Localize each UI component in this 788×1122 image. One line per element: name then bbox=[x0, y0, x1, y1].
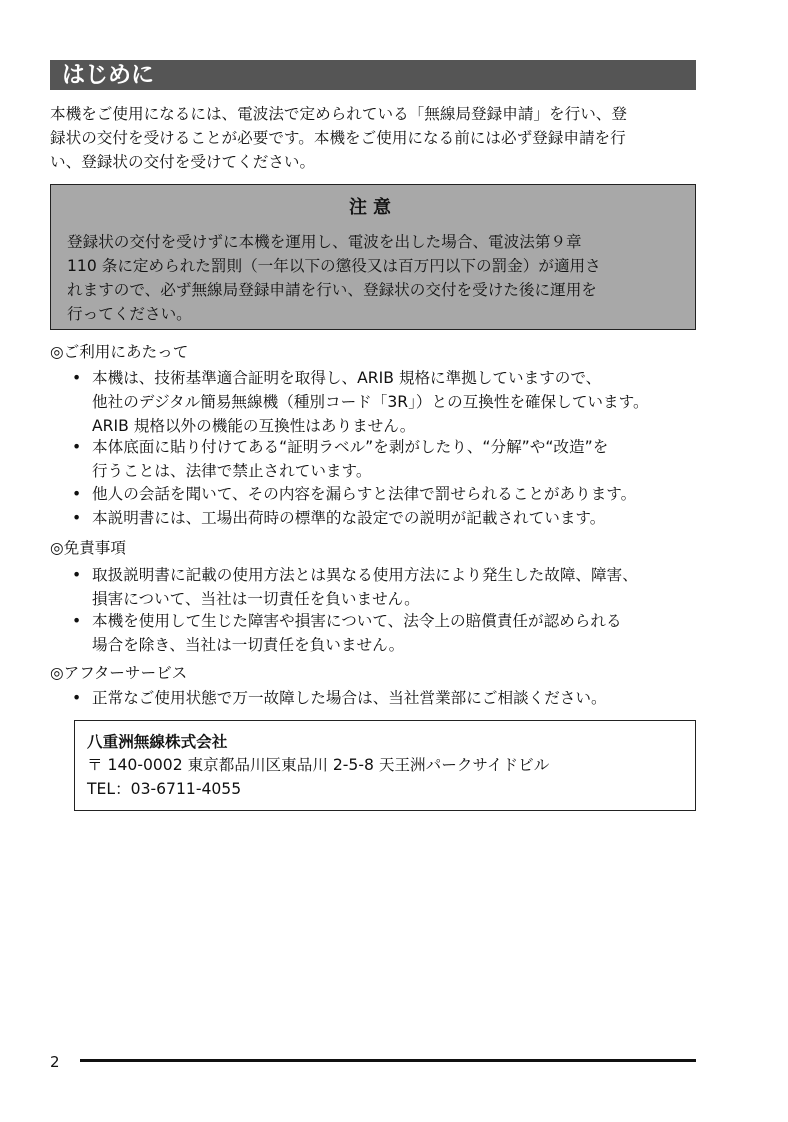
list-item-line: 正常なご使用状態で万一故障した場合は、当社営業部にご相談ください。 bbox=[92, 689, 607, 707]
bullet-dot: • bbox=[72, 612, 82, 630]
section-heading-disclaimer: ◎免責事項 bbox=[50, 539, 126, 557]
page-title: はじめに bbox=[62, 62, 154, 88]
list-item-line: 本機を使用して生じた障害や損害について、法令上の賠償責任が認められる bbox=[92, 612, 622, 630]
section-heading-usage: ◎ご利用にあたって bbox=[50, 343, 189, 361]
bullet-dot: • bbox=[72, 438, 82, 456]
company-phone: TEL：03-6711-4055 bbox=[87, 780, 242, 798]
list-item-line: 場合を除き、当社は一切責任を負いません。 bbox=[92, 636, 405, 654]
section-title-bar bbox=[50, 60, 696, 90]
list-item-line: 行うことは、法律で禁止されています。 bbox=[92, 462, 372, 480]
list-item-line: 本機は、技術基準適合証明を取得し、ARIB 規格に準拠していますので、 bbox=[92, 369, 602, 387]
list-item-line: 本体底面に貼り付けてある“証明ラベル”を剥がしたり、“分解”や“改造”を bbox=[92, 438, 609, 456]
intro-paragraph bbox=[50, 102, 700, 174]
list-item-line: 本説明書には、工場出荷時の標準的な設定での説明が記載されています。 bbox=[92, 509, 606, 527]
bullet-dot: • bbox=[72, 369, 82, 387]
bullet-dot: • bbox=[72, 485, 82, 503]
company-name: 八重洲無線株式会社 bbox=[87, 733, 228, 751]
footer-divider bbox=[80, 1059, 696, 1062]
intro-line: 本機をご使用になるには、電波法で定められている「無線局登録申請」を行い、登 bbox=[50, 105, 627, 123]
bullet-dot: • bbox=[72, 689, 82, 707]
bullet-dot: • bbox=[72, 509, 82, 527]
caution-line: 登録状の交付を受けずに本機を運用し、電波を出した場合、電波法第９章 bbox=[67, 233, 582, 251]
company-contact-box bbox=[74, 720, 696, 811]
company-address: 〒 140-0002 東京都品川区東品川 2-5-8 天王洲パークサイドビル bbox=[87, 756, 550, 774]
intro-line: い、登録状の交付を受けてください。 bbox=[50, 153, 316, 171]
list-item-line: 他人の会話を聞いて、その内容を漏らすと法律で罰せられることがあります。 bbox=[92, 485, 637, 503]
list-item-line: ARIB 規格以外の機能の互換性はありません。 bbox=[92, 417, 416, 435]
caution-title: 注意 bbox=[349, 197, 397, 218]
list-item-line: 損害について、当社は一切責任を負いません。 bbox=[92, 590, 420, 608]
caution-line: 行ってください。 bbox=[67, 305, 192, 323]
caution-line: 110 条に定められた罰則（一年以下の懲役又は百万円以下の罰金）が適用さ bbox=[67, 257, 601, 275]
list-item-line: 他社のデジタル簡易無線機（種別コード「3R」）との互換性を確保しています。 bbox=[92, 393, 649, 411]
caution-box bbox=[50, 184, 696, 330]
intro-line: 録状の交付を受けることが必要です。本機をご使用になる前には必ず登録申請を行 bbox=[50, 129, 626, 147]
caution-line: れますので、必ず無線局登録申請を行い、登録状の交付を受けた後に運用を bbox=[67, 281, 597, 299]
list-item-line: 取扱説明書に記載の使用方法とは異なる使用方法により発生した故障、障害、 bbox=[92, 566, 638, 584]
section-heading-after-service: ◎アフターサービス bbox=[50, 664, 188, 682]
page-number: 2 bbox=[50, 1053, 60, 1071]
caution-body bbox=[67, 230, 601, 326]
bullet-dot: • bbox=[72, 566, 82, 584]
